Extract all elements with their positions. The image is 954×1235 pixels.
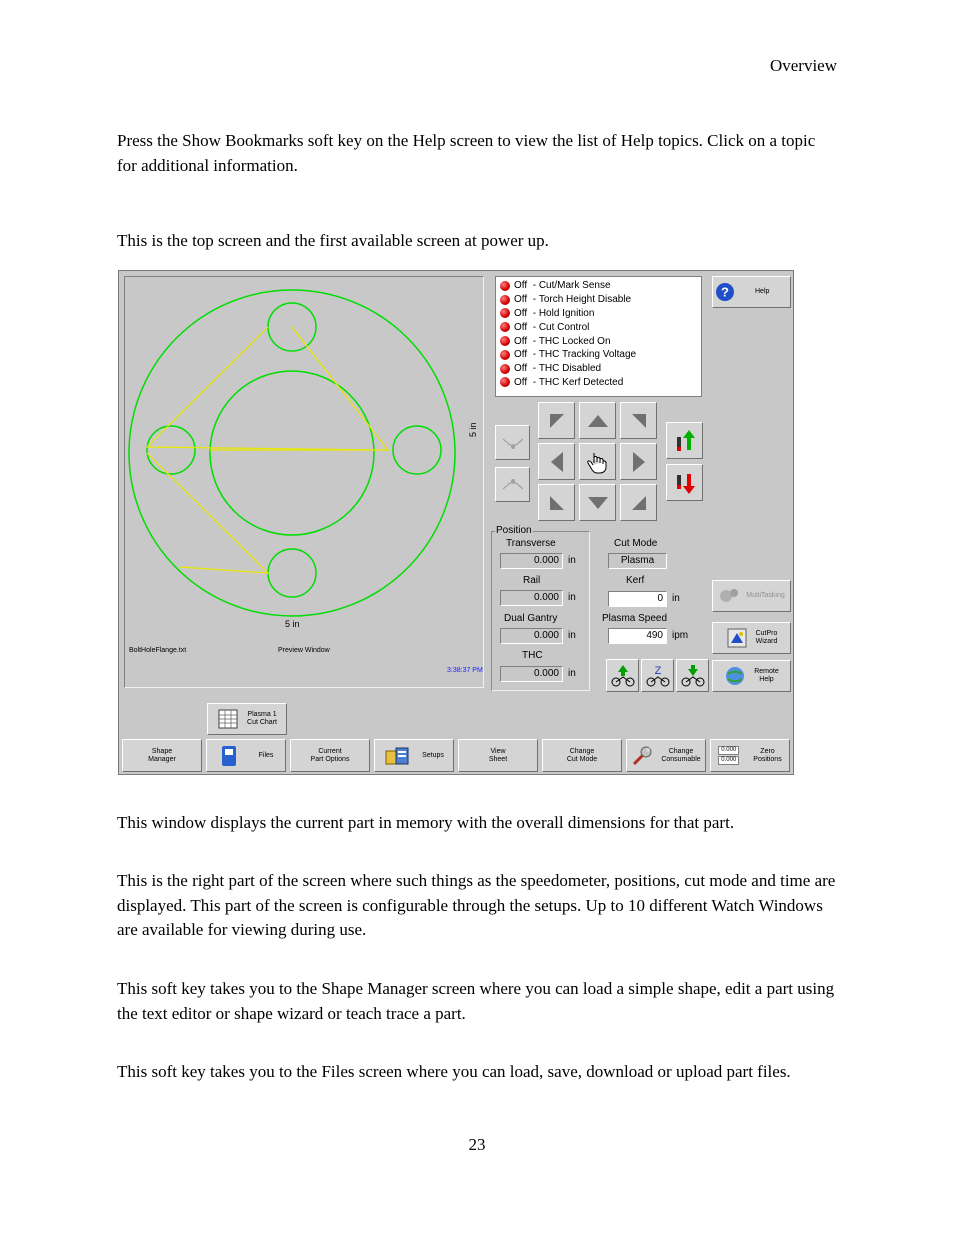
status-led-icon xyxy=(500,295,510,305)
torch-down-icon xyxy=(673,470,697,496)
change-cut-mode-softkey[interactable]: Change Cut Mode xyxy=(542,739,622,772)
status-row: Off - Cut/Mark Sense xyxy=(500,279,697,293)
wrench-icon xyxy=(631,745,653,767)
view-sheet-softkey[interactable]: View Sheet xyxy=(458,739,538,772)
plasma-speed-input[interactable]: 490 xyxy=(608,628,667,644)
torch-up-icon xyxy=(673,428,697,454)
setups-softkey[interactable]: Setups xyxy=(374,739,454,772)
arrow-down-left-icon xyxy=(548,494,566,512)
status-led-icon xyxy=(500,336,510,346)
status-led-icon xyxy=(500,364,510,374)
arrow-left-icon xyxy=(550,451,564,473)
cut-chart-icon xyxy=(217,708,239,730)
hand-pointer-icon xyxy=(586,450,610,474)
station-down-button[interactable] xyxy=(676,659,709,692)
flange-outer-circle xyxy=(129,290,455,616)
dual-gantry-label: Dual Gantry xyxy=(504,613,558,624)
part-preview-drawing xyxy=(125,277,483,687)
status-led-icon xyxy=(500,350,510,360)
dim-vertical: 5 in xyxy=(468,422,478,437)
preview-filename: BoltHoleFlange.txt xyxy=(129,647,187,654)
page-header: Overview xyxy=(769,56,837,75)
arrow-down-right-icon xyxy=(630,494,648,512)
remote-help-button[interactable]: Remote Help xyxy=(712,660,791,692)
status-led-icon xyxy=(500,377,510,387)
page-number: 23 xyxy=(468,1135,486,1154)
kerf-label: Kerf xyxy=(626,575,645,586)
status-led-icon xyxy=(500,308,510,318)
paragraph-files: This soft key takes you to the Files screen where you can load, save, download or upload part files. xyxy=(117,1062,791,1081)
transverse-label: Transverse xyxy=(506,538,556,549)
control-screenshot xyxy=(118,270,794,775)
wizard-icon xyxy=(726,627,748,649)
status-led-icon xyxy=(500,322,510,332)
status-row: Off - THC Tracking Voltage xyxy=(500,348,697,362)
thc-value: 0.000 xyxy=(500,666,563,682)
bolt-hole-left xyxy=(147,426,195,474)
position-group-title: Position xyxy=(496,525,532,536)
station-z-icon xyxy=(645,663,671,689)
zero-positions-icon: 0.000 0.000 xyxy=(718,746,739,765)
status-led-icon xyxy=(500,281,510,291)
transverse-value: 0.000 xyxy=(500,553,563,569)
arrow-right-icon xyxy=(632,451,646,473)
arrow-up-left-icon xyxy=(548,412,566,430)
status-row: Off - THC Kerf Detected xyxy=(500,376,697,390)
bolt-hole-right xyxy=(393,426,441,474)
plasma-cut-chart-button[interactable]: Plasma 1 Cut Chart xyxy=(207,703,287,735)
status-row: Off - Cut Control xyxy=(500,320,697,334)
torch-icon xyxy=(500,475,526,495)
torch-up-button[interactable] xyxy=(666,422,703,459)
paragraph-preview: This window displays the current part in memory with the overall dimensions for that part. xyxy=(117,813,735,832)
station-z-button[interactable] xyxy=(641,659,674,692)
status-row: Off - THC Locked On xyxy=(500,334,697,348)
traverse-path-a xyxy=(147,327,388,450)
change-consumable-softkey[interactable]: Change Consumable xyxy=(626,739,706,772)
svg-text:?: ? xyxy=(721,284,729,300)
thc-label: THC xyxy=(522,650,543,661)
jog-up-right-button[interactable] xyxy=(620,402,657,439)
preview-title: Preview Window xyxy=(278,647,330,654)
jog-hand-button[interactable] xyxy=(579,443,616,480)
jog-up-left-button[interactable] xyxy=(538,402,575,439)
jog-down-button[interactable] xyxy=(579,484,616,521)
files-softkey[interactable]: Files xyxy=(206,739,286,772)
status-row: Off - Hold Ignition xyxy=(500,307,697,321)
cutpro-wizard-button[interactable]: CutPro Wizard xyxy=(712,622,791,654)
kerf-unit: in xyxy=(672,593,680,604)
jog-left-button[interactable] xyxy=(538,443,575,480)
files-icon xyxy=(219,744,239,768)
dual-gantry-value: 0.000 xyxy=(500,628,563,644)
help-icon xyxy=(715,282,735,302)
station-lift-icon xyxy=(610,663,636,689)
jog-down-right-button[interactable] xyxy=(620,484,657,521)
paragraph-watch: This is the right part of the screen where such things as the speedometer, positions, cut mode and time are displayed. This part of the screen is configurable through the setups. Up to 10 different Watch Windows are available for viewing during use. xyxy=(117,871,836,939)
clock: 3:38:37 PM xyxy=(447,667,483,674)
rail-value: 0.000 xyxy=(500,590,563,606)
status-list xyxy=(495,276,702,397)
torch-down-button[interactable] xyxy=(666,464,703,501)
paragraph-shape-manager: This soft key takes you to the Shape Manager screen where you can load a simple shape, edit a part using the text editor or shape wizard or teach trace a part. xyxy=(117,979,835,1023)
current-part-options-softkey[interactable]: Current Part Options xyxy=(290,739,370,772)
cut-mode-label: Cut Mode xyxy=(614,538,658,549)
dual-gantry-unit: in xyxy=(568,630,576,641)
torch-icon xyxy=(500,433,526,453)
preview-window xyxy=(124,276,484,688)
jog-down-left-button[interactable] xyxy=(538,484,575,521)
bolt-hole-bottom xyxy=(268,549,316,597)
rail-unit: in xyxy=(568,592,576,603)
station-lower-icon xyxy=(680,663,706,689)
station-up-button[interactable] xyxy=(606,659,639,692)
arrow-up-right-icon xyxy=(630,412,648,430)
jog-right-button[interactable] xyxy=(620,443,657,480)
transverse-unit: in xyxy=(568,555,576,566)
status-row: Off - Torch Height Disable xyxy=(500,293,697,307)
cut-mode-value: Plasma xyxy=(608,553,667,569)
svg-text:Z: Z xyxy=(654,664,661,677)
kerf-input[interactable]: 0 xyxy=(608,591,667,607)
rail-label: Rail xyxy=(523,575,541,586)
torch-raise-button[interactable] xyxy=(495,425,530,460)
multitasking-icon xyxy=(718,586,740,606)
arrow-up-icon xyxy=(587,414,609,428)
paragraph-top-screen: This is the top screen and the first available screen at power up. xyxy=(117,231,549,250)
torch-lower-button[interactable] xyxy=(495,467,530,502)
dim-horizontal: 5 in xyxy=(285,619,300,629)
plasma-speed-label: Plasma Speed xyxy=(602,613,668,624)
help-button[interactable]: ? Help xyxy=(712,276,791,308)
jog-up-button[interactable] xyxy=(579,402,616,439)
plasma-speed-unit: ipm xyxy=(672,630,689,641)
flange-inner-circle xyxy=(210,371,374,535)
status-row: Off - THC Disabled xyxy=(500,362,697,376)
remote-help-icon xyxy=(724,665,746,687)
paragraph-help: Press the Show Bookmarks soft key on the Help screen to view the list of Help topics. Click on a topic for additional information. xyxy=(117,131,816,175)
shape-manager-softkey[interactable]: Shape Manager xyxy=(122,739,202,772)
zero-positions-softkey[interactable]: 0.000 0.000 Zero Positions xyxy=(710,739,790,772)
arrow-down-icon xyxy=(587,496,609,510)
thc-unit: in xyxy=(568,668,576,679)
multitasking-button[interactable]: MultiTasking xyxy=(712,580,791,612)
setups-icon xyxy=(384,745,410,767)
